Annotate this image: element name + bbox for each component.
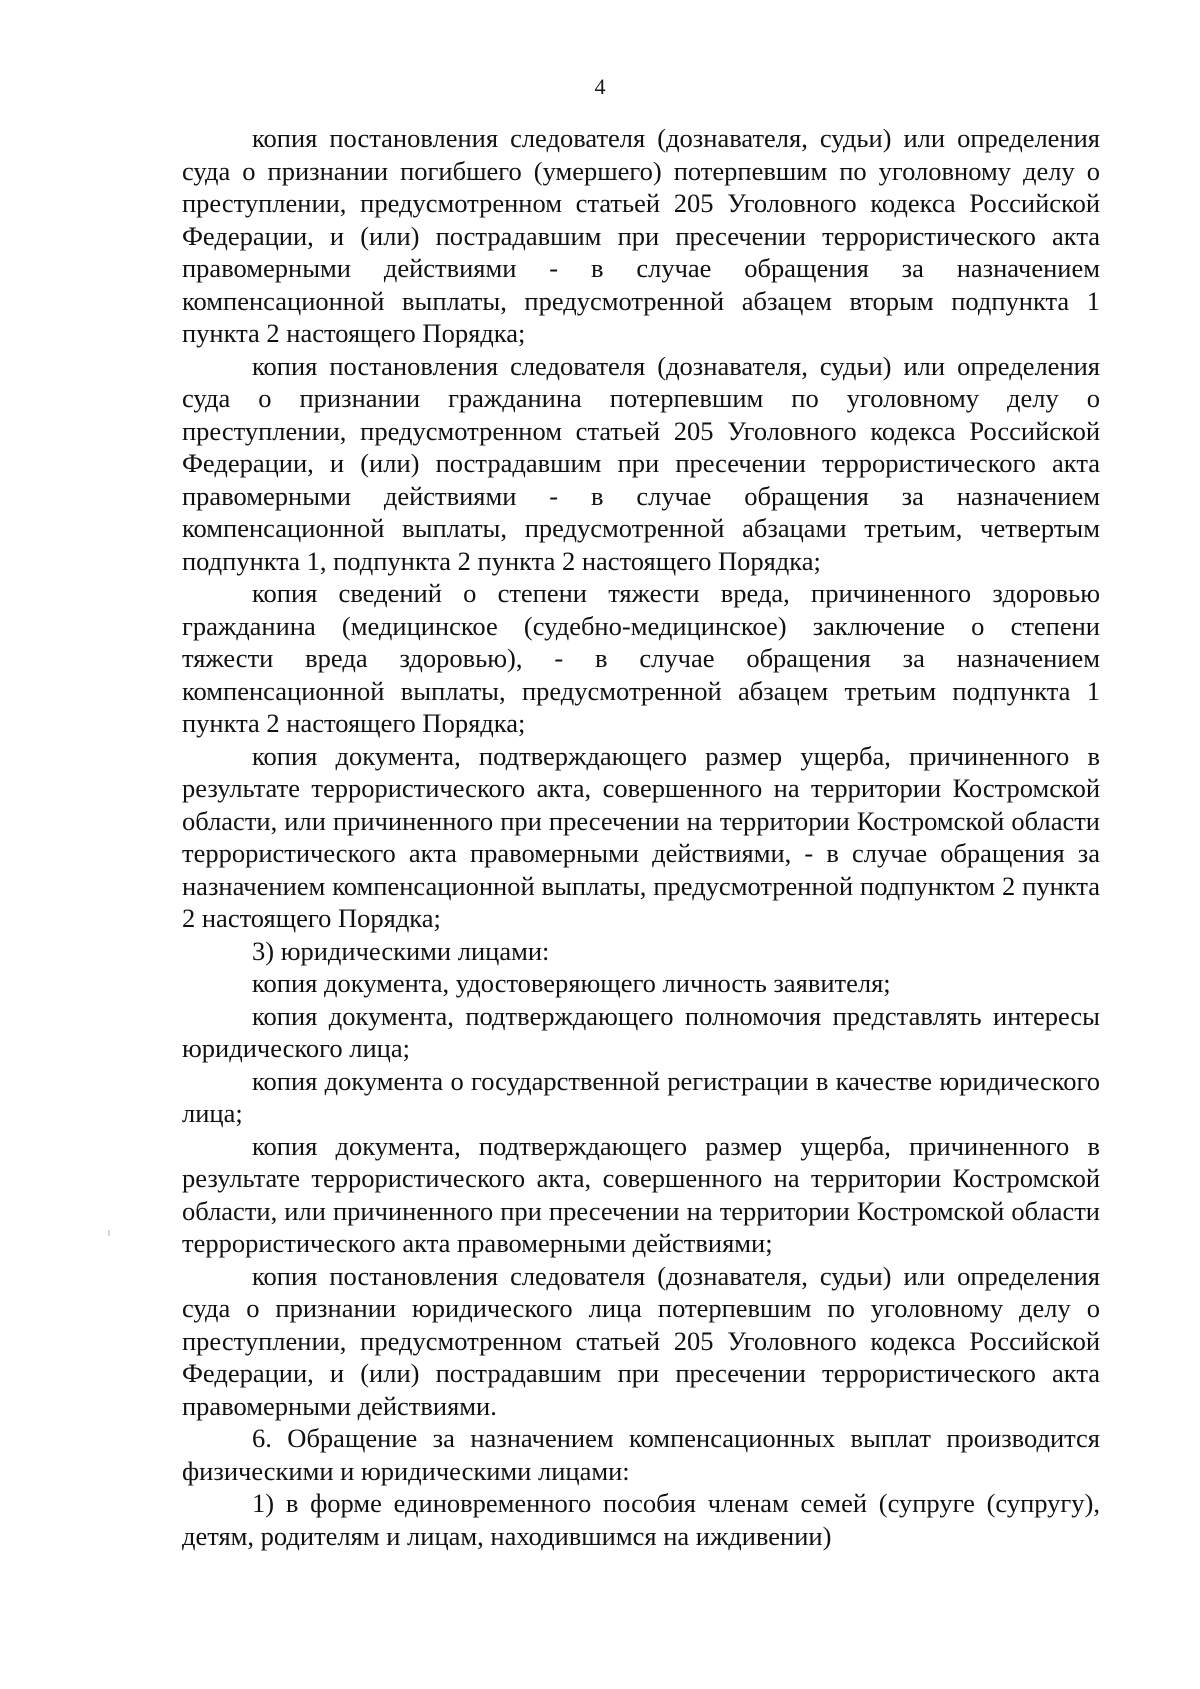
paragraph-victim-death-ruling: копия постановления следователя (дознавателя, судьи) или определения суда о признании погибшего (умершего) потерпевшим по уголовному делу о преступлении, предусмотренном статьей 205 Уголовного кодекса Российской Федерации, и (или) пострадавшим при пресечении террористического акта правомерными действиями - в случае обращения за назначением компенсационной выплаты, предусмотренной абзацем вторым подпункта 1 пункта 2 настоящего Порядка; [182, 123, 1100, 348]
scan-artifact [108, 1230, 110, 1236]
paragraph-health-harm-info: копия сведений о степени тяжести вреда, причиненного здоровью гражданина (медицинское (судебно-медицинское) заключение о степени тяжести вреда здоровью), - в случае обращения за назначением компенсационной выплаты, предусмотренной абзацем третьим подпункта 1 пункта 2 настоящего Порядка; [182, 578, 1100, 738]
paragraph-authority-document: копия документа, подтверждающего полномочия представлять интересы юридического лица; [182, 1000, 1100, 1063]
paragraph-identity-document: копия документа, удостоверяющего личность заявителя; [252, 968, 891, 998]
paragraph-section-6: 6. Обращение за назначением компенсационных выплат производится физическими и юридическими лицами: [182, 1423, 1100, 1486]
paragraph-lump-sum-benefit: 1) в форме единовременного пособия членам семей (супруге (супругу), детям, родителям и лицам, находившимся на иждивении) [182, 1488, 1100, 1551]
paragraph-legal-victim-ruling: копия постановления следователя (дознавателя, судьи) или определения суда о признании юридического лица потерпевшим по уголовному делу о преступлении, предусмотренном статьей 205 Уголовного кодекса Российской Федерации, и (или) пострадавшим при пресечении террористического акта правомерными действиями. [182, 1260, 1100, 1421]
paragraph-registration-document: копия документа о государственной регистрации в качестве юридического лица; [182, 1065, 1100, 1128]
page-number: 4 [594, 74, 606, 99]
paragraph-citizen-victim-ruling: копия постановления следователя (дознавателя, судьи) или определения суда о признании гражданина потерпевшим по уголовному делу о преступлении, предусмотренном статьей 205 Уголовного кодекса Российской Федерации, и (или) пострадавшим при пресечении террористического акта правомерными действиями - в случае обращения за назначением компенсационной выплаты, предусмотренной абзацами третьим, четвертым подпункта 1, подпункта 2 пункта 2 настоящего Порядка; [182, 350, 1100, 576]
paragraph-damage-document-individual: копия документа, подтверждающего размер ущерба, причиненного в результате террористического акта, совершенного на территории Костромской области, или причиненного при пресечении на территории Костромской области террористического акта правомерными действиями, - в случае обращения за назначением компенсационной выплаты, предусмотренной подпунктом 2 пункта 2 настоящего Порядка; [182, 740, 1100, 933]
paragraph-legal-entities-heading: 3) юридическими лицами: [252, 935, 550, 966]
document-body [182, 122, 1100, 1552]
paragraph-damage-document-legal: копия документа, подтверждающего размер ущерба, причиненного в результате террористического акта, совершенного на территории Костромской области, или причиненного при пресечении на территории Костромской области террористического акта правомерными действиями; [182, 1130, 1100, 1258]
